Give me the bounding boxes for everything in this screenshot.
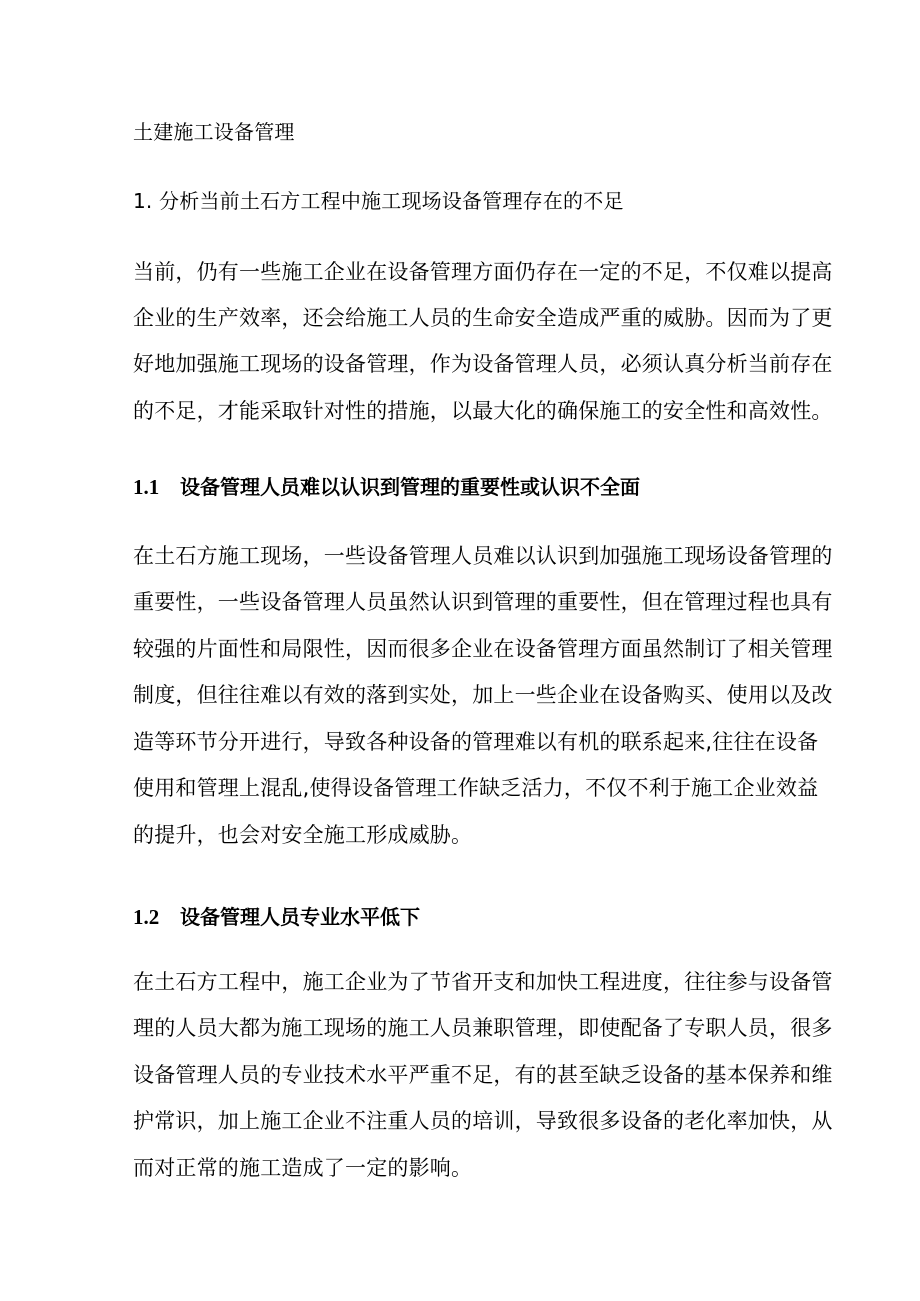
paragraph-line: 的不足，才能采取针对性的措施，以最大化的确保施工的安全性和高效性。 [133, 399, 833, 423]
subsection-number: 1.2 [133, 905, 160, 929]
paragraph-line: 当前，仍有一些施工企业在设备管理方面仍存在一定的不足，不仅难以提高 [133, 260, 833, 284]
paragraph-line: 使用和管理上混乱,使得设备管理工作缺乏活力，不仅不利于施工企业效益 [133, 776, 819, 800]
section-1-title: 1. 分析当前土石方工程中施工现场设备管理存在的不足 [133, 189, 624, 213]
paragraph-line: 造等环节分开进行，导致各种设备的管理难以有机的联系起来,往往在设备 [133, 730, 819, 754]
paragraph-line: 企业的生产效率，还会给施工人员的生命安全造成严重的威胁。因而为了更 [133, 306, 833, 330]
subsection-1-1-heading [133, 472, 640, 502]
subsection-title: 设备管理人员难以认识到管理的重要性或认识不全面 [180, 475, 640, 499]
subsection-number: 1.1 [133, 475, 160, 499]
subsection-title: 设备管理人员专业水平低下 [180, 905, 420, 929]
paragraph-line: 在土石方工程中，施工企业为了节省开支和加快工程进度，往往参与设备管 [133, 970, 833, 994]
paragraph-line: 较强的片面性和局限性，因而很多企业在设备管理方面虽然制订了相关管理 [133, 637, 833, 661]
subsection-1-2-heading [133, 902, 420, 932]
paragraph-line: 护常识，加上施工企业不注重人员的培训，导致很多设备的老化率加快，从 [133, 1109, 833, 1133]
paragraph-line: 制度，但往往难以有效的落到实处，加上一些企业在设备购买、使用以及改 [133, 683, 833, 707]
paragraph-line: 的提升，也会对安全施工形成威胁。 [133, 823, 473, 847]
document-title: 土建施工设备管理 [133, 120, 295, 144]
paragraph-line: 重要性，一些设备管理人员虽然认识到管理的重要性，但在管理过程也具有 [133, 590, 833, 614]
paragraph-line: 设备管理人员的专业技术水平严重不足，有的甚至缺乏设备的基本保养和维 [133, 1063, 833, 1087]
paragraph-line: 理的人员大都为施工现场的施工人员兼职管理，即使配备了专职人员，很多 [133, 1016, 833, 1040]
paragraph-line: 而对正常的施工造成了一定的影响。 [133, 1156, 473, 1180]
paragraph-line: 在土石方施工现场，一些设备管理人员难以认识到加强施工现场设备管理的 [133, 544, 833, 568]
paragraph-line: 好地加强施工现场的设备管理，作为设备管理人员，必须认真分析当前存在 [133, 352, 833, 376]
